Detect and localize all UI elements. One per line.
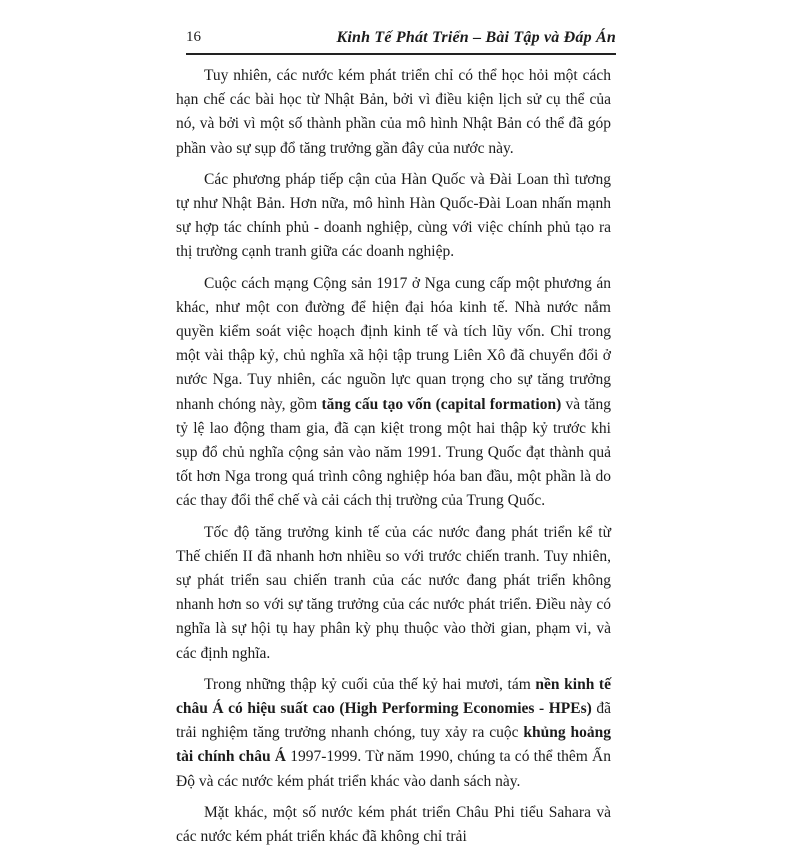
header-rule xyxy=(186,53,616,55)
page-header xyxy=(186,29,616,53)
page-number: 16 xyxy=(186,29,201,45)
page-body xyxy=(176,64,611,856)
term-hpes: nền kinh tế châu Á có hiệu suất cao (High Performing Economies - HPEs) xyxy=(176,675,611,718)
paragraph-5-text-3: 1997-1999. Từ năm 1990, chúng ta có thể thêm Ấn Độ và các nước kém phát triển khác vào danh sách này. xyxy=(176,748,611,790)
running-title: Kinh Tế Phát Triển – Bài Tập và Đáp Án xyxy=(336,29,616,46)
paragraph-1: Tuy nhiên, các nước kém phát triển chỉ có thể học hỏi một cách hạn chế các bài học từ Nhật Bản, bởi vì điều kiện lịch sử cụ thể của nó, và bởi vì một số thành phần của mô hình Nhật Bản có thể đã góp phần vào sự sụp đổ tăng trưởng gần đây của nước này. xyxy=(176,67,611,157)
term-capital-formation: tăng cấu tạo vốn (capital formation) xyxy=(321,395,562,413)
paragraph-2: Các phương pháp tiếp cận của Hàn Quốc và Đài Loan thì tương tự như Nhật Bản. Hơn nữa, mô hình Hàn Quốc-Đài Loan nhấn mạnh sự hợp tác chính phủ - doanh nghiệp, cùng với việc chính phủ tạo ra thị trường cạnh tranh giữa các doanh nghiệp. xyxy=(176,170,611,261)
paragraph-5 xyxy=(176,673,611,794)
paragraph-6: Mặt khác, một số nước kém phát triển Châu Phi tiểu Sahara và các nước kém phát triển khác đã không chỉ trải xyxy=(176,803,611,846)
paragraph-4: Tốc độ tăng trưởng kinh tế của các nước đang phát triển kể từ Thế chiến II đã nhanh hơn nhiều so với trước chiến tranh. Tuy nhiên, sự phát triển sau chiến tranh của các nước đang phát triển không nhanh hơn so với sự tăng trưởng của các nước phát triển. Điều này có nghĩa là sự hội tụ hay phân kỳ phụ thuộc vào thời gian, phạm vi, và các định nghĩa. xyxy=(176,523,611,662)
paragraph-5-text-1: Trong những thập kỷ cuối của thế kỷ hai mươi, tám xyxy=(204,675,536,693)
paragraph-3 xyxy=(176,272,611,514)
paragraph-3-text-2: và tăng tỷ lệ lao động tham gia, đã cạn kiệt trong một hai thập kỷ trước khi sụp đổ chủ nghĩa cộng sản vào năm 1991. Trung Quốc đạt thành quả tốt hơn Nga trong quá trình công nghiệp hóa ban đầu, một phần là do các thay đổi thể chế và cải cách thị trường của Trung Quốc. xyxy=(176,395,611,510)
term-asian-financial-crisis: khủng hoảng tài chính châu Á xyxy=(176,724,611,766)
paragraph-5-text-2: đã trải nghiệm tăng trưởng nhanh chóng, tuy xảy ra cuộc xyxy=(176,700,611,742)
paragraph-3-text-1: Cuộc cách mạng Cộng sản 1917 ở Nga cung cấp một phương án khác, như một con đường để hiện đại hóa kinh tế. Nhà nước nắm quyền kiểm soát việc hoạch định kinh tế và tích lũy vốn. Chỉ trong một vài thập kỷ, chủ nghĩa xã hội tập trung Liên Xô đã chuyển đổi ở nước Nga. Tuy nhiên, các nguồn lực quan trọng cho sự tăng trưởng nhanh chóng này, gồm xyxy=(176,274,611,413)
